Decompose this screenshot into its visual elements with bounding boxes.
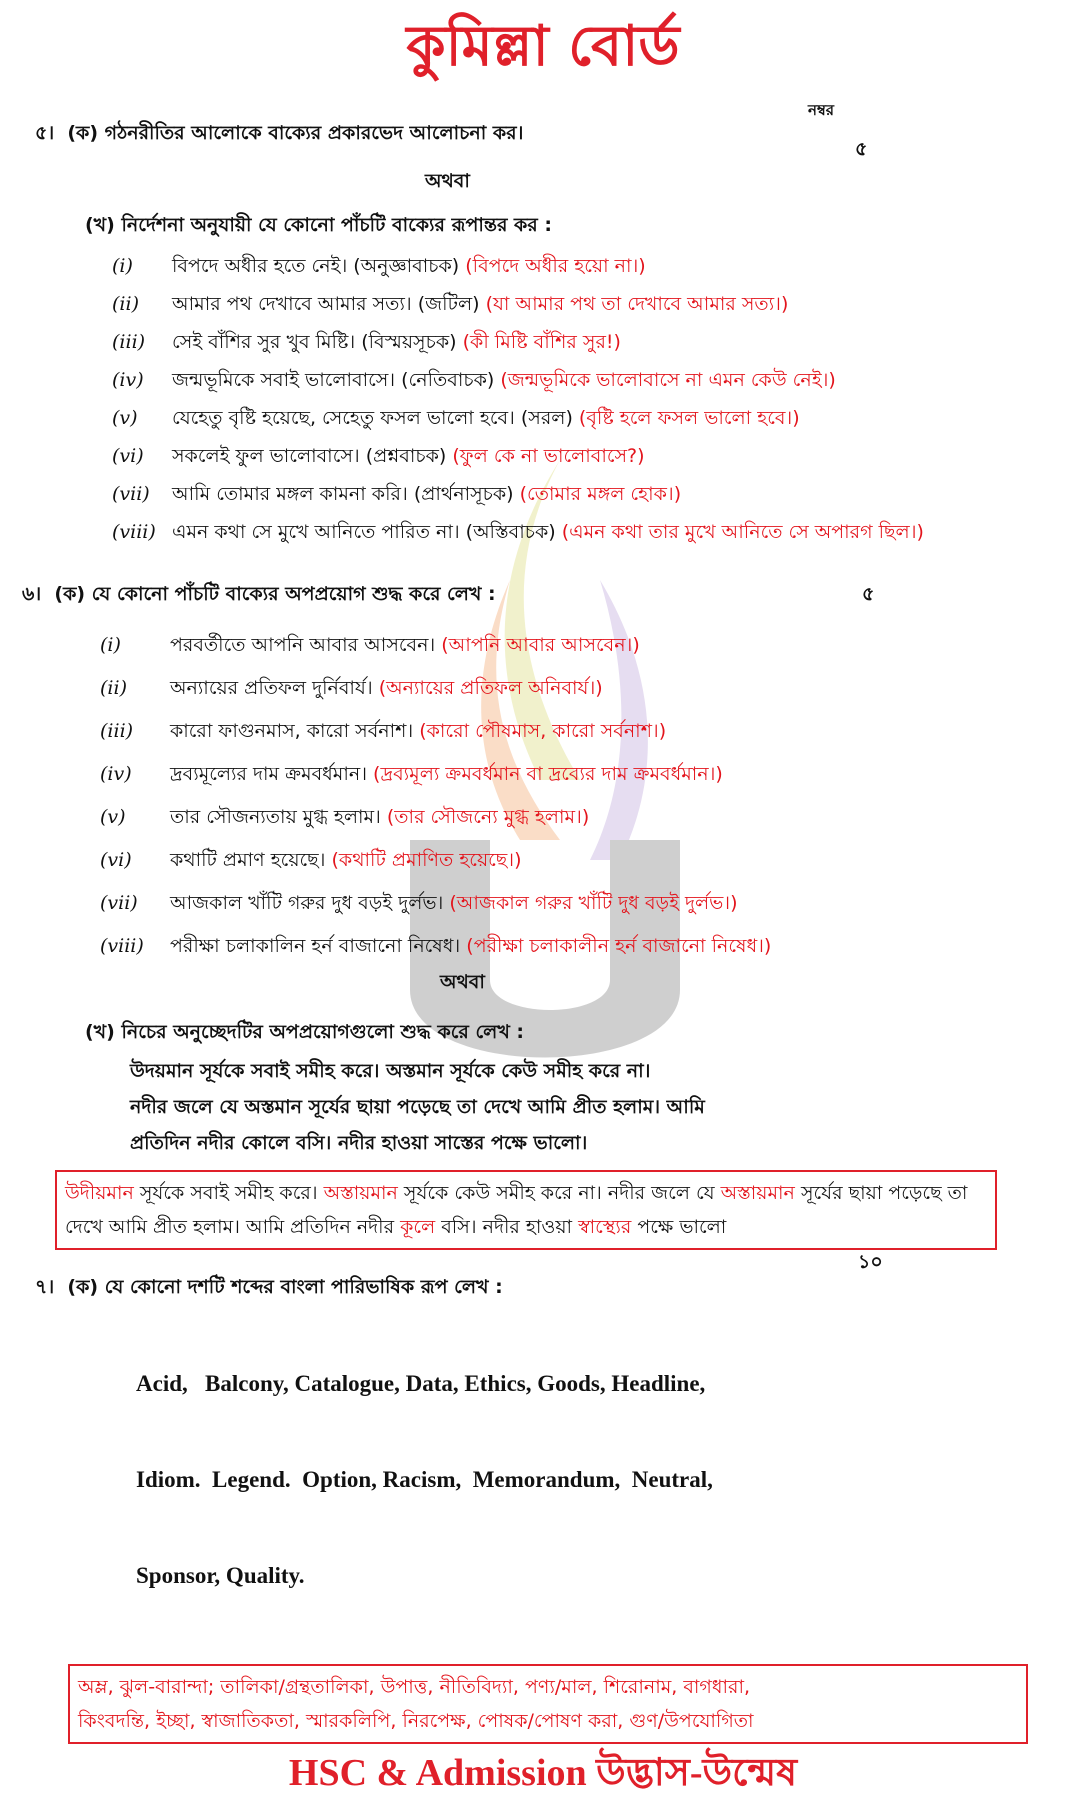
corrected-word: কূলে bbox=[400, 1216, 436, 1238]
item-text bbox=[172, 247, 1072, 285]
answer-text: পক্ষে ভালো bbox=[631, 1216, 727, 1238]
item-answer: (জন্মভূমিকে ভালোবাসে না এমন কেউ নেই।) bbox=[500, 369, 836, 391]
item-number: (vi) bbox=[112, 445, 144, 467]
item-question: তার সৌজন্যতায় মুগ্ধ হলাম। bbox=[170, 806, 381, 828]
word-line: Acid, Balcony, Catalogue, Data, Ethics, Goods, Headline, bbox=[136, 1371, 706, 1396]
answer-line: কিংবদন্তি, ইচ্ছা, স্বাজাতিকতা, স্মারকলিপি, নিরপেক্ষ, পোষক/পোষণ করা, গুণ/উপযোগিতা bbox=[78, 1710, 754, 1732]
q6-answer-box bbox=[55, 1170, 997, 1250]
item-number: (i) bbox=[112, 255, 133, 277]
list-item bbox=[112, 361, 1072, 399]
q5-marks: ৫ bbox=[855, 138, 868, 160]
item-question: দ্রব্যমূল্যের দাম ক্রমবর্ধমান। bbox=[170, 763, 367, 785]
item-text bbox=[170, 753, 1070, 796]
item-text bbox=[172, 285, 1072, 323]
q5-b-label: (খ) bbox=[85, 214, 115, 236]
q6-or: অথবা bbox=[440, 971, 485, 993]
item-answer: (বৃষ্টি হলে ফসল ভালো হবে।) bbox=[578, 407, 800, 429]
list-item bbox=[112, 285, 1072, 323]
item-number: (iii) bbox=[112, 331, 146, 353]
word-line: Sponsor, Quality. bbox=[136, 1563, 305, 1588]
q5-or: অথবা bbox=[425, 170, 470, 192]
item-number: (ii) bbox=[112, 293, 139, 315]
item-number: (vii) bbox=[112, 483, 150, 505]
item-question: বিপদে অধীর হতে নেই। (অনুজ্ঞাবাচক) bbox=[172, 255, 460, 277]
q6-b-heading bbox=[85, 1019, 985, 1045]
list-item bbox=[112, 513, 1072, 551]
item-question: কথাটি প্রমাণ হয়েছে। bbox=[170, 849, 326, 871]
item-question: অন্যায়ের প্রতিফল দুর্নিবার্য। bbox=[170, 677, 373, 699]
word-line: Idiom. Legend. Option, Racism, Memorandum, Neutral, bbox=[136, 1467, 713, 1492]
q6-heading bbox=[22, 581, 842, 607]
answer-line: অম্ল, ঝুল-বারান্দা; তালিকা/গ্রন্থতালিকা, উপাত্ত, নীতিবিদ্যা, পণ্য/মাল, শিরোনাম, বাগধারা, bbox=[78, 1676, 751, 1698]
answer-text: সূর্যকে কেউ সমীহ করে না। নদীর জলে যে bbox=[397, 1182, 721, 1204]
item-number: (vii) bbox=[100, 892, 138, 914]
q6-number: ৬। bbox=[22, 583, 42, 605]
q7-heading bbox=[35, 1274, 935, 1300]
item-question: সকলেই ফুল ভালোবাসে। (প্রশ্নবাচক) bbox=[172, 445, 447, 467]
item-text bbox=[170, 839, 1070, 882]
item-text bbox=[172, 399, 1072, 437]
item-number: (viii) bbox=[112, 521, 156, 543]
q5-b-heading bbox=[85, 212, 985, 238]
item-number: (iv) bbox=[112, 369, 144, 391]
item-text bbox=[172, 475, 1072, 513]
board-title: কুমিল্লা বোর্ড bbox=[406, 14, 680, 79]
q5-heading-row bbox=[35, 120, 895, 162]
item-answer: (দ্রব্যমূল্য ক্রমবর্ধমান বা দ্রব্যের দাম ক্রমবর্ধমান।) bbox=[373, 763, 723, 785]
q5-heading bbox=[35, 120, 835, 146]
q5-a-text: গঠনরীতির আলোকে বাক্যের প্রকারভেদ আলোচনা কর। bbox=[104, 122, 524, 144]
list-item bbox=[100, 624, 1070, 667]
paragraph-line: প্রতিদিন নদীর কোলে বসি। নদীর হাওয়া সাস্তের পক্ষে ভালো। bbox=[130, 1132, 588, 1154]
item-question: এমন কথা সে মুখে আনিতে পারিত না। (অস্তিবাচক) bbox=[172, 521, 556, 543]
item-question: সেই বাঁশির সুর খুব মিষ্টি। (বিস্ময়সূচক) bbox=[172, 331, 457, 353]
item-question: আমার পথ দেখাবে আমার সত্য। (জটিল) bbox=[172, 293, 480, 315]
item-number: (iv) bbox=[100, 763, 132, 785]
q6-marks: ৫ bbox=[862, 583, 875, 605]
item-question: কারো ফাগুনমাস, কারো সর্বনাশ। bbox=[170, 720, 414, 742]
q5-number: ৫। bbox=[35, 122, 55, 144]
item-number: (viii) bbox=[100, 935, 144, 957]
q5-b-text: নির্দেশনা অনুযায়ী যে কোনো পাঁচটি বাক্যের রূপান্তর কর : bbox=[121, 214, 552, 236]
item-question: পরবর্তীতে আপনি আবার আসবেন। bbox=[170, 634, 436, 656]
item-text bbox=[170, 925, 1070, 968]
q7-word-list bbox=[136, 1304, 1036, 1656]
answer-text: বসি। নদীর হাওয়া bbox=[435, 1216, 579, 1238]
list-item bbox=[112, 475, 1072, 513]
q6-b-label: (খ) bbox=[85, 1021, 115, 1043]
q6-a-label: (ক) bbox=[54, 583, 86, 605]
list-item bbox=[100, 667, 1070, 710]
item-text bbox=[170, 667, 1070, 710]
item-answer: (যা আমার পথ তা দেখাবে আমার সত্য।) bbox=[485, 293, 789, 315]
q6-heading-row bbox=[22, 581, 892, 607]
item-number: (iii) bbox=[100, 720, 134, 742]
q7-number: ৭। bbox=[35, 1276, 55, 1298]
list-item bbox=[100, 710, 1070, 753]
q6-paragraph bbox=[130, 1053, 1030, 1161]
paragraph-line: উদয়মান সূর্যকে সবাই সমীহ করে। অস্তমান সূর্যকে কেউ সমীহ করে না। bbox=[130, 1060, 651, 1082]
marks-label: নম্বর bbox=[808, 101, 835, 119]
item-text bbox=[170, 882, 1070, 925]
item-answer: (বিপদে অধীর হয়ো না।) bbox=[465, 255, 646, 277]
paragraph-line: নদীর জলে যে অস্তমান সূর্যের ছায়া পড়েছে তা দেখে আমি প্রীত হলাম। আমি bbox=[130, 1096, 705, 1118]
item-answer: (আজকাল গরুর খাঁটি দুধ বড়ই দুর্লভ।) bbox=[449, 892, 738, 914]
item-text bbox=[170, 624, 1070, 667]
item-answer: (ফুল কে না ভালোবাসে?) bbox=[452, 445, 645, 467]
item-question: পরীক্ষা চলাকালিন হর্ন বাজানো নিষেধ। bbox=[170, 935, 461, 957]
corrected-word: উদীয়মান bbox=[65, 1182, 134, 1204]
item-text bbox=[172, 513, 1072, 551]
item-answer: (আপনি আবার আসবেন।) bbox=[441, 634, 640, 656]
item-number: (v) bbox=[100, 806, 126, 828]
list-item bbox=[100, 796, 1070, 839]
item-answer: (অন্যায়ের প্রতিফল অনিবার্য।) bbox=[378, 677, 603, 699]
corrected-word: অস্তায়মান bbox=[720, 1182, 795, 1204]
item-text bbox=[172, 437, 1072, 475]
list-item bbox=[100, 753, 1070, 796]
q6-a-text: যে কোনো পাঁচটি বাক্যের অপপ্রয়োগ শুদ্ধ করে লেখ : bbox=[91, 583, 496, 605]
q7-a-text: যে কোনো দশটি শব্দের বাংলা পারিভাষিক রূপ লেখ : bbox=[104, 1276, 503, 1298]
list-item bbox=[112, 399, 1072, 437]
q6-b-text: নিচের অনুচ্ছেদটির অপপ্রয়োগগুলো শুদ্ধ করে লেখ : bbox=[121, 1021, 525, 1043]
answer-text: সূর্যকে সবাই সমীহ করে। bbox=[133, 1182, 324, 1204]
item-text bbox=[170, 796, 1070, 839]
item-number: (i) bbox=[100, 634, 121, 656]
item-answer: (কী মিষ্টি বাঁশির সুর!) bbox=[462, 331, 621, 353]
item-text bbox=[172, 323, 1072, 361]
list-item bbox=[100, 925, 1070, 968]
item-question: যেহেতু বৃষ্টি হয়েছে, সেহেতু ফসল ভালো হবে। (সরল) bbox=[172, 407, 573, 429]
q6-item-list bbox=[100, 624, 1070, 968]
q6-b-marks: ১০ bbox=[858, 1251, 883, 1273]
item-answer: (এমন কথা তার মুখে আনিতে সে অপারগ ছিল।) bbox=[561, 521, 924, 543]
list-item bbox=[112, 247, 1072, 285]
q7-a-label: (ক) bbox=[67, 1276, 99, 1298]
corrected-word: স্বাস্থ্যের bbox=[578, 1216, 632, 1238]
item-answer: (তোমার মঙ্গল হোক।) bbox=[519, 483, 682, 505]
item-number: (vi) bbox=[100, 849, 132, 871]
item-answer: (পরীক্ষা চলাকালীন হর্ন বাজানো নিষেধ।) bbox=[466, 935, 772, 957]
corrected-word: অস্তায়মান bbox=[323, 1182, 398, 1204]
item-text bbox=[170, 710, 1070, 753]
item-number: (v) bbox=[112, 407, 138, 429]
item-answer: (কারো পৌষমাস, কারো সর্বনাশ।) bbox=[419, 720, 667, 742]
item-number: (ii) bbox=[100, 677, 127, 699]
item-question: আমি তোমার মঙ্গল কামনা করি। (প্রার্থনাসূচক) bbox=[172, 483, 514, 505]
item-answer: (তার সৌজন্যে মুগ্ধ হলাম।) bbox=[386, 806, 590, 828]
q5-item-list bbox=[112, 247, 1072, 551]
item-question: জন্মভূমিকে সবাই ভালোবাসে। (নেতিবাচক) bbox=[172, 369, 495, 391]
footer-brand: HSC & Admission উদ্ভাস-উন্মেষ bbox=[288, 1752, 798, 1794]
list-item bbox=[112, 437, 1072, 475]
item-text bbox=[172, 361, 1072, 399]
answer-text: সূর্যের ছায়া পড়েছে তা দেখে আমি প্রীত হলাম। আমি প্রতিদিন নদীর bbox=[65, 1182, 968, 1238]
q5-a-label: (ক) bbox=[67, 122, 99, 144]
list-item bbox=[112, 323, 1072, 361]
list-item bbox=[100, 839, 1070, 882]
q7-answer-box bbox=[68, 1664, 1028, 1744]
item-answer: (কথাটি প্রমাণিত হয়েছে।) bbox=[331, 849, 522, 871]
list-item bbox=[100, 882, 1070, 925]
item-question: আজকাল খাঁটি গরুর দুধ বড়ই দুর্লভ। bbox=[170, 892, 444, 914]
